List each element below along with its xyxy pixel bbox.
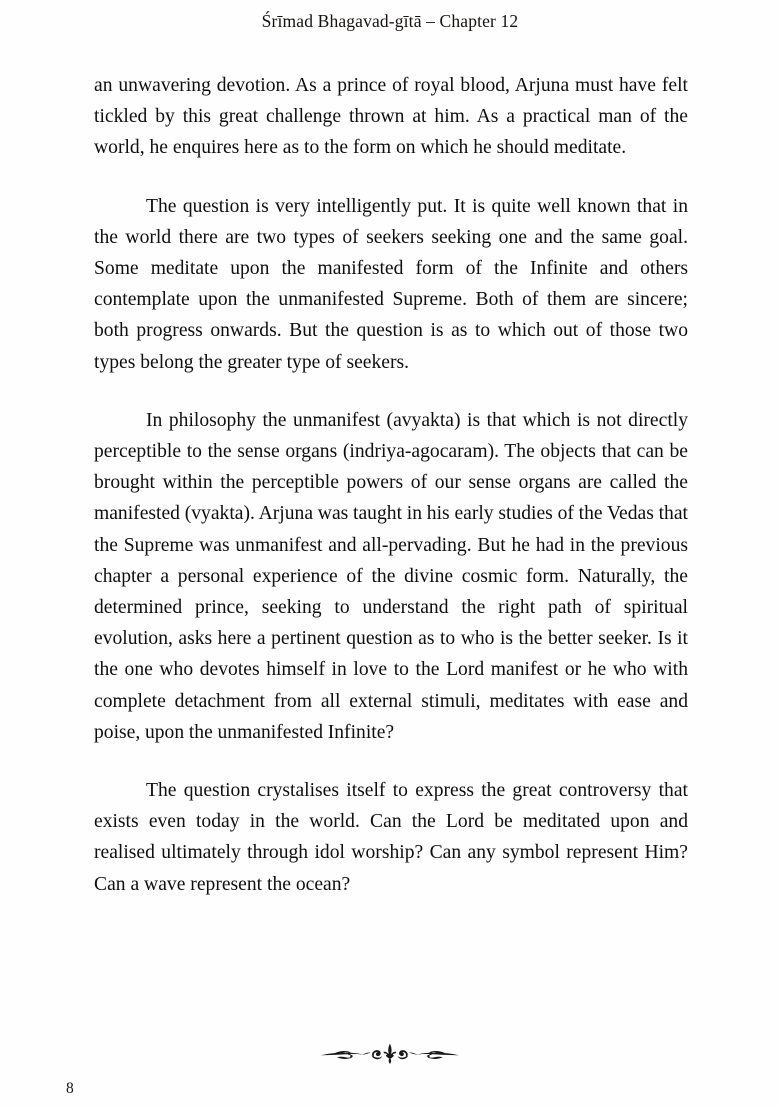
running-header: Śrīmad Bhagavad-gītā – Chapter 12 xyxy=(261,11,519,31)
fleuron-divider-ornament xyxy=(315,1040,465,1068)
paragraph: an unwavering devotion. As a prince of royal blood, Arjuna must have felt tickled by this great challenge thrown at him. As a practical man of the world, he enquires here as to the form on which he should meditate. xyxy=(94,75,688,159)
paragraph: The question is very intelligently put. It is quite well known that in the world there are two types of seekers seeking one and the same goal. Some meditate upon the manifested form of the Infinite and others contemplate upon the unmanifested Supreme. Both of them are sincere; both progress onwards. But the question is as to which out of those two types belong the greater type of seekers. xyxy=(94,195,688,373)
paragraph: The question crystalises itself to express the great controversy that exists even today in the world. Can the Lord be meditated upon and realised ultimately through idol worship? Can any symbol represent Him? Can a wave represent the ocean? xyxy=(94,780,688,895)
body-text-column xyxy=(94,70,688,900)
page-number: 8 xyxy=(66,1080,74,1097)
paragraph: In philosophy the unmanifest (avyakta) is that which is not directly perceptible to the sense organs (indriya-agocaram). The objects that can be brought within the perceptible powers of our sense organs are called the manifested (vyakta). Arjuna was taught in his early studies of the Vedas that the Supreme was unmanifest and all-pervading. But he had in the previous chapter a personal experience of the divine cosmic form. Naturally, the determined prince, seeking to understand the right path of spiritual evolution, asks here a pertinent question as to who is the better seeker. Is it the one who devotes himself in love to the Lord manifest or he who with complete detachment from all external stimuli, meditates with ease and poise, upon the unmanifested Infinite? xyxy=(94,409,688,743)
section-divider xyxy=(0,1040,780,1068)
